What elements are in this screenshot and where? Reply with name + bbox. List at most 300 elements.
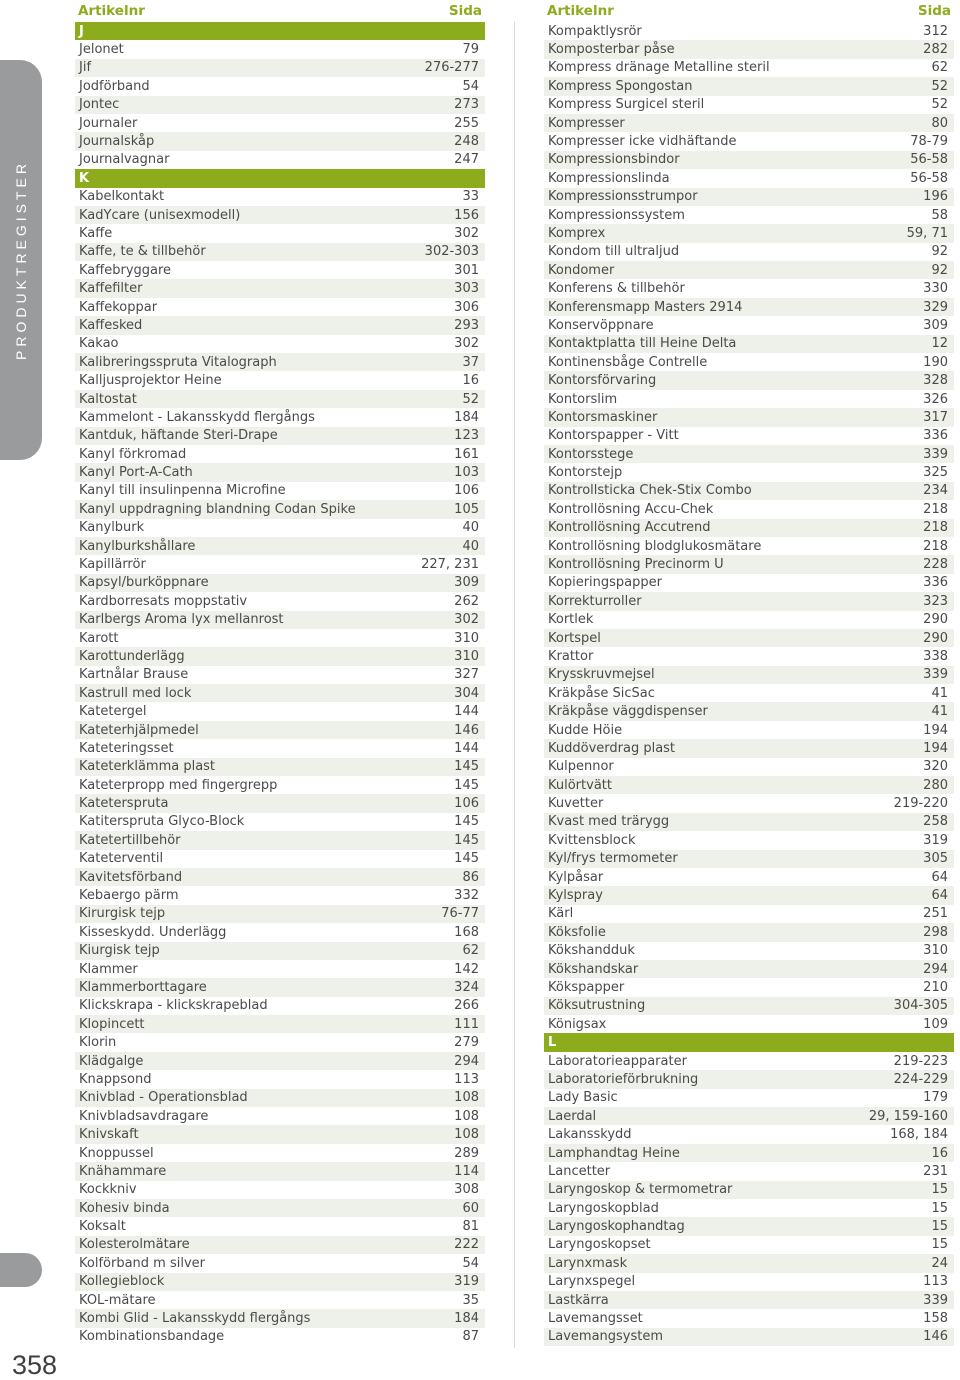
entry-page: 329 xyxy=(923,299,948,315)
index-entry xyxy=(75,371,485,389)
entry-page: 302 xyxy=(454,336,479,352)
entry-name: Kulörtvätt xyxy=(548,777,612,793)
entry-name: Kammelont - Lakansskydd flergångs xyxy=(79,409,315,425)
entry-name: Krattor xyxy=(548,648,594,664)
index-entry xyxy=(544,1217,954,1235)
entry-page: 54 xyxy=(462,78,479,94)
entry-name: Kaffebryggare xyxy=(79,262,172,278)
column-header xyxy=(75,0,485,22)
index-entry xyxy=(544,702,954,720)
index-entry xyxy=(75,905,485,923)
entry-page: 218 xyxy=(923,538,948,554)
index-entry xyxy=(75,978,485,996)
index-entry xyxy=(75,1291,485,1309)
entry-page: 184 xyxy=(454,409,479,425)
entry-name: Kompress Surgicel steril xyxy=(548,97,705,113)
entry-name: Katiterspruta Glyco-Block xyxy=(79,814,245,830)
entry-name: Kontorsmaskiner xyxy=(548,409,658,425)
entry-page: 87 xyxy=(462,1329,479,1345)
entry-name: Kompaktlysrör xyxy=(548,23,642,39)
entry-page: 41 xyxy=(931,704,948,720)
entry-name: Kuvetter xyxy=(548,796,604,812)
entry-name: Kondom till ultraljud xyxy=(548,244,680,260)
entry-page: 310 xyxy=(923,943,948,959)
index-entry xyxy=(75,923,485,941)
entry-name: Kabelkontakt xyxy=(79,189,165,205)
index-rows xyxy=(544,22,954,1346)
entry-page: 279 xyxy=(454,1035,479,1051)
entry-name: Kiurgisk tejp xyxy=(79,943,160,959)
index-entry xyxy=(544,40,954,58)
entry-page: 144 xyxy=(454,704,479,720)
entry-page: 218 xyxy=(923,501,948,517)
entry-page: 325 xyxy=(923,465,948,481)
entry-page: 219-223 xyxy=(893,1053,948,1069)
index-entry xyxy=(544,1162,954,1180)
entry-page: 145 xyxy=(454,777,479,793)
entry-page: 24 xyxy=(931,1255,948,1271)
entry-name: Kanyl till insulinpenna Microfine xyxy=(79,483,286,499)
index-entry xyxy=(544,1291,954,1309)
index-entry xyxy=(75,960,485,978)
index-entry xyxy=(544,666,954,684)
index-entry xyxy=(75,1309,485,1327)
side-tab-marker xyxy=(0,1253,42,1287)
entry-name: Lavemangsystem xyxy=(548,1329,664,1345)
entry-name: Kateterspruta xyxy=(79,796,169,812)
index-entry xyxy=(75,886,485,904)
entry-page: 108 xyxy=(454,1108,479,1124)
entry-page: 317 xyxy=(923,409,948,425)
index-entry xyxy=(75,1144,485,1162)
index-entry xyxy=(75,40,485,58)
side-tab-label: PRODUKTREGISTER xyxy=(13,159,30,361)
entry-name: Kateteringsset xyxy=(79,740,174,756)
entry-page: 310 xyxy=(454,630,479,646)
entry-page: 301 xyxy=(454,262,479,278)
entry-name: Kaffekoppar xyxy=(79,299,158,315)
entry-page: 146 xyxy=(454,722,479,738)
entry-page: 262 xyxy=(454,593,479,609)
index-entry xyxy=(544,188,954,206)
entry-page: 92 xyxy=(931,262,948,278)
index-entry xyxy=(544,555,954,573)
entry-name: Kantduk, häftande Steri-Drape xyxy=(79,428,278,444)
entry-name: Klammerborttagare xyxy=(79,980,207,995)
entry-name: Kulpennor xyxy=(548,759,614,775)
index-entry xyxy=(75,390,485,408)
side-tab-label-wrap xyxy=(0,60,42,460)
entry-name: Kolesterolmätare xyxy=(79,1237,190,1253)
entry-name: Kaffe xyxy=(79,225,113,241)
entry-page: 79 xyxy=(462,42,479,58)
entry-page: 92 xyxy=(931,244,948,260)
entry-page: 305 xyxy=(923,851,948,867)
index-entry xyxy=(75,482,485,500)
index-entry xyxy=(75,427,485,445)
article-header: Artikelnr xyxy=(547,3,614,19)
entry-name: Kräkpåse SicSac xyxy=(548,685,655,701)
index-entry xyxy=(75,1162,485,1180)
entry-name: Kanyl Port-A-Cath xyxy=(79,465,193,481)
entry-page: 142 xyxy=(454,961,479,977)
index-entry xyxy=(75,629,485,647)
section-letter: J xyxy=(79,23,84,39)
entry-name: Kompresser xyxy=(548,115,625,131)
entry-page: 304-305 xyxy=(893,998,948,1014)
index-entry xyxy=(544,831,954,849)
entry-page: 113 xyxy=(923,1274,948,1290)
index-entry xyxy=(544,1125,954,1143)
entry-name: Konservöppnare xyxy=(548,317,654,333)
index-entry xyxy=(544,408,954,426)
index-entry xyxy=(75,666,485,684)
index-entry xyxy=(544,629,954,647)
entry-name: Knivblad - Operationsblad xyxy=(79,1090,248,1106)
entry-name: Kontrollösning Accu-Chek xyxy=(548,501,714,517)
index-entry xyxy=(544,519,954,537)
entry-name: Lancetter xyxy=(548,1163,611,1179)
entry-page: 59, 71 xyxy=(906,225,948,241)
entry-name: Knappsond xyxy=(79,1071,152,1087)
entry-name: Kortspel xyxy=(548,630,601,646)
entry-name: Kollegieblock xyxy=(79,1274,165,1290)
entry-name: Kompressionsbindor xyxy=(548,152,680,168)
entry-page: 144 xyxy=(454,740,479,756)
entry-name: Laryngoskopset xyxy=(548,1237,651,1253)
entry-page: 338 xyxy=(923,648,948,664)
entry-page: 64 xyxy=(931,869,948,885)
entry-page: 103 xyxy=(454,465,479,481)
entry-name: Lastkärra xyxy=(548,1292,609,1308)
index-entry xyxy=(544,537,954,555)
entry-name: Kondomer xyxy=(548,262,615,278)
index-entry xyxy=(544,1015,954,1033)
entry-page: 218 xyxy=(923,520,948,536)
entry-name: Kanyl förkromad xyxy=(79,446,187,462)
entry-name: Lady Basic xyxy=(548,1090,618,1106)
index-entry xyxy=(75,463,485,481)
index-entry xyxy=(544,22,954,40)
entry-page: 227, 231 xyxy=(421,557,479,573)
entry-name: Kebaergo pärm xyxy=(79,888,179,904)
entry-page: 258 xyxy=(923,814,948,830)
index-entry xyxy=(75,353,485,371)
index-entry xyxy=(544,132,954,150)
entry-name: Köksutrustning xyxy=(548,998,646,1014)
entry-page: 179 xyxy=(923,1090,948,1106)
entry-name: Kontinensbåge Contrelle xyxy=(548,354,708,370)
entry-name: Kohesiv binda xyxy=(79,1200,170,1216)
entry-name: Kontaktplatta till Heine Delta xyxy=(548,336,737,352)
entry-name: Journalvagnar xyxy=(79,152,170,168)
entry-name: Kontorstejp xyxy=(548,465,623,481)
entry-page: 303 xyxy=(454,281,479,297)
entry-name: Korrekturroller xyxy=(548,593,642,609)
entry-page: 56-58 xyxy=(910,152,948,168)
entry-name: Kvast med trärygg xyxy=(548,814,670,830)
entry-name: Kompressionslinda xyxy=(548,170,670,186)
entry-name: Laerdal xyxy=(548,1108,597,1124)
entry-name: Kopieringspapper xyxy=(548,575,662,591)
entry-page: 210 xyxy=(923,980,948,995)
entry-page: 114 xyxy=(454,1163,479,1179)
entry-name: Katetertillbehör xyxy=(79,832,181,848)
entry-name: Kaffefilter xyxy=(79,281,143,297)
index-entry xyxy=(544,1199,954,1217)
column-divider xyxy=(514,22,515,1348)
entry-page: 319 xyxy=(454,1274,479,1290)
index-entry xyxy=(544,59,954,77)
entry-page: 310 xyxy=(454,648,479,664)
entry-page: 339 xyxy=(923,1292,948,1308)
index-entry xyxy=(544,813,954,831)
entry-name: Klickskrapa - klickskrapeblad xyxy=(79,998,268,1014)
index-entry xyxy=(544,500,954,518)
entry-name: Kontorspapper - Vitt xyxy=(548,428,679,444)
index-entry xyxy=(544,1254,954,1272)
entry-name: Jelonet xyxy=(79,42,124,58)
index-entry xyxy=(75,519,485,537)
entry-name: Komprex xyxy=(548,225,606,241)
entry-page: 108 xyxy=(454,1127,479,1143)
index-entry xyxy=(75,500,485,518)
index-entry xyxy=(75,1199,485,1217)
entry-page: 106 xyxy=(454,796,479,812)
section-letter: K xyxy=(79,170,90,186)
index-entry xyxy=(75,1125,485,1143)
index-entry xyxy=(544,169,954,187)
entry-name: Knivskaft xyxy=(79,1127,139,1143)
entry-name: Kylpåsar xyxy=(548,869,604,885)
entry-name: Kapillärrör xyxy=(79,557,146,573)
entry-page: 302 xyxy=(454,612,479,628)
index-entry xyxy=(544,923,954,941)
entry-page: 280 xyxy=(923,777,948,793)
entry-page: 294 xyxy=(923,961,948,977)
index-entry xyxy=(75,1070,485,1088)
index-entry xyxy=(75,445,485,463)
index-entry xyxy=(75,206,485,224)
entry-page: 106 xyxy=(454,483,479,499)
index-entry xyxy=(75,611,485,629)
index-entry xyxy=(544,739,954,757)
index-entry xyxy=(75,335,485,353)
entry-page: 304 xyxy=(454,685,479,701)
entry-name: KOL-mätare xyxy=(79,1292,156,1308)
entry-page: 54 xyxy=(462,1255,479,1271)
index-entry xyxy=(75,188,485,206)
entry-name: Kontrollösning Accutrend xyxy=(548,520,711,536)
index-entry xyxy=(75,1254,485,1272)
entry-name: Kärl xyxy=(548,906,574,922)
entry-page: 194 xyxy=(923,722,948,738)
entry-name: Kompress Spongostan xyxy=(548,78,693,94)
entry-page: 255 xyxy=(454,115,479,131)
index-entry xyxy=(75,739,485,757)
entry-page: 58 xyxy=(931,207,948,223)
entry-page: 168, 184 xyxy=(890,1127,948,1143)
entry-name: Laryngoskophandtag xyxy=(548,1219,685,1235)
entry-page: 145 xyxy=(454,832,479,848)
index-entry xyxy=(544,335,954,353)
entry-name: Köksfolie xyxy=(548,924,606,940)
entry-name: Kaffesked xyxy=(79,317,143,333)
section-heading xyxy=(75,22,485,40)
section-heading xyxy=(75,169,485,187)
entry-page: 298 xyxy=(923,924,948,940)
entry-name: Katetergel xyxy=(79,704,147,720)
entry-name: Kvittensblock xyxy=(548,832,636,848)
entry-name: Kapsyl/burköppnare xyxy=(79,575,209,591)
index-entry xyxy=(75,850,485,868)
entry-name: Lavemangsset xyxy=(548,1311,643,1327)
entry-name: Kartnålar Brause xyxy=(79,667,189,683)
entry-name: Knähammare xyxy=(79,1163,167,1179)
index-entry xyxy=(75,408,485,426)
entry-page: 328 xyxy=(923,373,948,389)
entry-name: Kisseskydd. Underlägg xyxy=(79,924,227,940)
entry-page: 109 xyxy=(923,1016,948,1032)
index-entry xyxy=(75,1089,485,1107)
entry-name: Journaler xyxy=(79,115,138,131)
entry-page: 15 xyxy=(931,1182,948,1198)
entry-name: Königsax xyxy=(548,1016,607,1032)
index-entry xyxy=(544,1089,954,1107)
entry-name: Kontorsförvaring xyxy=(548,373,657,389)
index-entry xyxy=(544,353,954,371)
entry-page: 64 xyxy=(931,888,948,904)
entry-page: 123 xyxy=(454,428,479,444)
index-entry xyxy=(544,997,954,1015)
entry-name: Karott xyxy=(79,630,119,646)
index-entry xyxy=(75,574,485,592)
entry-page: 16 xyxy=(462,373,479,389)
entry-name: Jodförband xyxy=(79,78,150,94)
entry-name: Kuddöverdrag plast xyxy=(548,740,676,756)
entry-name: Kalibreringsspruta Vitalograph xyxy=(79,354,277,370)
index-entry xyxy=(75,59,485,77)
entry-name: Laboratorieapparater xyxy=(548,1053,687,1069)
entry-page: 320 xyxy=(923,759,948,775)
index-entry xyxy=(75,537,485,555)
index-entry xyxy=(544,886,954,904)
index-rows xyxy=(75,22,485,1346)
index-entry xyxy=(75,316,485,334)
entry-page: 251 xyxy=(923,906,948,922)
entry-page: 327 xyxy=(454,667,479,683)
entry-name: Konferensmapp Masters 2914 xyxy=(548,299,743,315)
entry-name: Kockkniv xyxy=(79,1182,137,1198)
entry-page: 62 xyxy=(462,943,479,959)
entry-name: Kaffe, te & tillbehör xyxy=(79,244,206,260)
index-entry xyxy=(544,574,954,592)
entry-page: 293 xyxy=(454,317,479,333)
entry-page: 326 xyxy=(923,391,948,407)
index-entry xyxy=(544,776,954,794)
index-entry xyxy=(544,868,954,886)
index-entry xyxy=(544,445,954,463)
entry-name: Karlbergs Aroma lyx mellanrost xyxy=(79,612,284,628)
section-letter: L xyxy=(548,1035,557,1051)
index-entry xyxy=(544,647,954,665)
index-entry xyxy=(544,758,954,776)
entry-name: Kombinationsbandage xyxy=(79,1329,225,1345)
entry-page: 309 xyxy=(923,317,948,333)
entry-name: Konferens & tillbehör xyxy=(548,281,685,297)
entry-page: 248 xyxy=(454,134,479,150)
entry-name: Kombi Glid - Lakansskydd flergångs xyxy=(79,1311,311,1327)
index-entry xyxy=(75,1273,485,1291)
index-entry xyxy=(75,224,485,242)
entry-name: Karottunderlägg xyxy=(79,648,185,664)
index-entry xyxy=(544,1309,954,1327)
entry-page: 312 xyxy=(923,23,948,39)
entry-page: 15 xyxy=(931,1237,948,1253)
entry-page: 145 xyxy=(454,759,479,775)
entry-page: 282 xyxy=(923,42,948,58)
index-entry xyxy=(544,298,954,316)
index-entry xyxy=(544,316,954,334)
entry-page: 78-79 xyxy=(910,134,948,150)
index-entry xyxy=(544,279,954,297)
index-entry xyxy=(544,243,954,261)
entry-name: Kanylburk xyxy=(79,520,145,536)
index-entry xyxy=(75,647,485,665)
entry-name: Kräkpåse väggdispenser xyxy=(548,704,708,720)
page-header: Sida xyxy=(917,3,951,19)
entry-name: Kirurgisk tejp xyxy=(79,906,166,922)
entry-page: 33 xyxy=(462,189,479,205)
index-entry xyxy=(544,1328,954,1346)
index-entry xyxy=(75,1217,485,1235)
entry-name: Kontrollösning Precinorm U xyxy=(548,557,724,573)
entry-name: Kompressionsstrumpor xyxy=(548,189,698,205)
entry-name: Kontrollösning blodglukosmätare xyxy=(548,538,762,554)
index-entry xyxy=(75,813,485,831)
index-entry xyxy=(75,684,485,702)
entry-page: 266 xyxy=(454,998,479,1014)
index-entry xyxy=(75,1107,485,1125)
index-entry xyxy=(544,905,954,923)
entry-page: 222 xyxy=(454,1237,479,1253)
index-entry xyxy=(544,427,954,445)
entry-page: 161 xyxy=(454,446,479,462)
entry-name: Kardborresats moppstativ xyxy=(79,593,248,609)
entry-page: 37 xyxy=(462,354,479,370)
entry-name: Kontorsstege xyxy=(548,446,634,462)
entry-name: Kateterklämma plast xyxy=(79,759,216,775)
entry-page: 302 xyxy=(454,225,479,241)
index-entry xyxy=(544,371,954,389)
entry-page: 52 xyxy=(931,78,948,94)
entry-page: 290 xyxy=(923,630,948,646)
entry-page: 336 xyxy=(923,575,948,591)
index-entry xyxy=(75,132,485,150)
entry-name: Kökshandduk xyxy=(548,943,635,959)
index-entry xyxy=(75,942,485,960)
entry-page: 330 xyxy=(923,281,948,297)
index-entry xyxy=(544,794,954,812)
column-header xyxy=(544,0,954,22)
index-entry xyxy=(544,114,954,132)
index-entry xyxy=(75,243,485,261)
index-entry xyxy=(544,611,954,629)
entry-page: 168 xyxy=(454,924,479,940)
index-entry xyxy=(544,390,954,408)
index-column-right xyxy=(544,0,954,1346)
article-header: Artikelnr xyxy=(78,3,145,19)
